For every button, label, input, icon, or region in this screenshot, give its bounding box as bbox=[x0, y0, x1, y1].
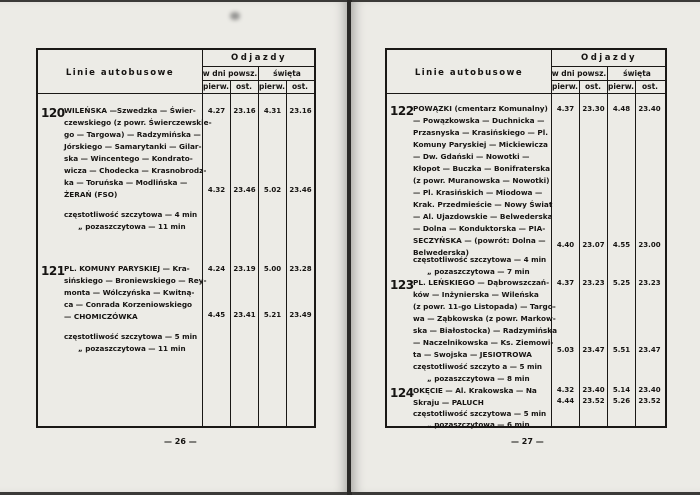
time-cell: 23.40 bbox=[582, 386, 605, 394]
time-cell: 5.21 bbox=[263, 311, 282, 319]
departures-header: Odjazdy bbox=[580, 53, 638, 63]
frequency-peak: częstotliwość szczytowa — 5 min bbox=[64, 332, 198, 341]
time-cell: 23.23 bbox=[638, 279, 661, 287]
time-cell: 23.30 bbox=[582, 105, 605, 113]
route-number: 120 bbox=[41, 106, 65, 120]
time-cell: 4.37 bbox=[556, 105, 575, 113]
route-description: POWĄZKI (cmentarz Komunalny) — Powązkowska — Duchnicka — Przasnyska — Krasińskiego — Pl. Komuny Paryskiej — Mickiewicza — Dw. Gdański — Nowotki — Kłopot — Buczka — Bonifraterska (z powr. Muranowska — Nowotki) — Pl. Krasińskich — Miodowa — Krak. Przedmieście — Nowy Świat — Al. Ujazdowskie — Belwederska — Dolna — Konduktorska — PIA- SECZYŃSKA — (powrót: Dolna — Belwederska) bbox=[413, 104, 553, 257]
frequency-offpeak: „ pozaszczytowa — 7 min bbox=[427, 267, 530, 276]
frequency-peak: częstotliwość szczyto a — 5 min bbox=[413, 362, 543, 371]
last-header: ost. bbox=[584, 82, 602, 91]
route-description: WILEŃSKA —Szwedzka — Świer- czewskiego (z powr. Świerczewskie- go — Targowa) — Radzymińska — Jórskiego — Samarytanki — Gilar- ska — Wincentego — Kondrato- wicza — Chodecka — Krasnobrodz- ka — Toruńska — Modlińska — ŻERAŃ (FSO) bbox=[64, 106, 212, 199]
time-cell: 5.02 bbox=[263, 186, 282, 194]
last-header: ost. bbox=[291, 82, 309, 91]
time-cell: 23.52 bbox=[638, 397, 661, 405]
first-header: pierw. bbox=[258, 82, 286, 91]
table-title: Linie autobusowe bbox=[414, 68, 524, 78]
column-divider bbox=[286, 80, 287, 426]
time-cell: 5.51 bbox=[612, 346, 631, 354]
header-rule bbox=[38, 93, 314, 94]
time-cell: 23.00 bbox=[638, 241, 661, 249]
header-rule bbox=[202, 66, 314, 67]
time-cell: 4.45 bbox=[207, 311, 226, 319]
time-cell: 4.44 bbox=[556, 397, 575, 405]
header-rule bbox=[551, 80, 665, 81]
time-cell: 4.48 bbox=[612, 105, 631, 113]
time-cell: 4.31 bbox=[263, 107, 282, 115]
weekdays-header: w dni powsz. bbox=[551, 69, 607, 78]
time-cell: 4.32 bbox=[556, 386, 575, 394]
time-cell: 23.49 bbox=[289, 311, 312, 319]
time-cell: 4.40 bbox=[556, 241, 575, 249]
route-description: PL. KOMUNY PARYSKIEJ — Kra- sińskiego — Broniewskiego — Rey- monta — Wólczyńska — Kwitną- ca — Conrada Korzeniowskiego — CHOMICZÓWKA bbox=[64, 264, 207, 321]
page-left bbox=[0, 2, 348, 492]
table-title: Linie autobusowe bbox=[65, 68, 175, 78]
page-number: — 26 — bbox=[164, 437, 197, 446]
weekdays-header: w dni powsz. bbox=[202, 69, 258, 78]
time-cell: 23.16 bbox=[289, 107, 312, 115]
column-divider bbox=[258, 66, 259, 426]
time-cell: 4.32 bbox=[207, 186, 226, 194]
time-cell: 4.37 bbox=[556, 279, 575, 287]
time-cell: 23.23 bbox=[582, 279, 605, 287]
frequency-offpeak: „ pozaszczytowa — 11 min bbox=[78, 344, 186, 353]
time-cell: 23.47 bbox=[638, 346, 661, 354]
route-description: OKĘCIE — Al. Krakowska — Na Skraju — PALUCH bbox=[413, 386, 537, 407]
time-cell: 23.16 bbox=[233, 107, 256, 115]
time-cell: 5.03 bbox=[556, 346, 575, 354]
time-cell: 5.26 bbox=[612, 397, 631, 405]
first-header: pierw. bbox=[607, 82, 635, 91]
column-divider bbox=[230, 80, 231, 426]
time-cell: 23.41 bbox=[233, 311, 256, 319]
time-cell: 23.47 bbox=[582, 346, 605, 354]
time-cell: 23.07 bbox=[582, 241, 605, 249]
time-cell: 23.40 bbox=[638, 386, 661, 394]
frequency-peak: częstotliwość szczytowa — 4 min bbox=[413, 255, 547, 264]
time-cell: 23.46 bbox=[289, 186, 312, 194]
first-header: pierw. bbox=[551, 82, 579, 91]
page-right bbox=[351, 2, 700, 492]
time-cell: 4.55 bbox=[612, 241, 631, 249]
route-number: 121 bbox=[41, 264, 65, 278]
last-header: ost. bbox=[235, 82, 253, 91]
frequency-peak: częstotliwość szczytowa — 4 min bbox=[64, 210, 198, 219]
holidays-header: święta bbox=[623, 69, 651, 78]
time-cell: 4.27 bbox=[207, 107, 226, 115]
timetable-left bbox=[36, 48, 316, 428]
route-description: PL. LEŃSKIEGO — Dąbrowszczań- ków — Inżynierska — Wileńska (z powr. 11-go Listopada) — Targo- wa — Ząbkowska (z powr. Markow- ska — Białostocka) — Radzymińska — Naczelnikowska — Ks. Ziemowi- ta — Swojska — JESIOTROWA bbox=[413, 278, 558, 359]
time-cell: 4.24 bbox=[207, 265, 226, 273]
column-divider bbox=[635, 80, 636, 426]
time-cell: 23.52 bbox=[582, 397, 605, 405]
time-cell: 23.40 bbox=[638, 105, 661, 113]
route-number: 123 bbox=[390, 278, 414, 292]
header-rule bbox=[551, 66, 665, 67]
time-cell: 23.46 bbox=[233, 186, 256, 194]
frequency-offpeak: „ pozaszczytowa — 8 min bbox=[427, 374, 530, 383]
page-number: — 27 — bbox=[511, 437, 544, 446]
frequency-offpeak: „ pozaszczytowa — 6 min bbox=[427, 420, 530, 429]
route-number: 122 bbox=[390, 104, 414, 118]
frequency-offpeak: „ pozaszczytowa — 11 min bbox=[78, 222, 186, 231]
frequency-peak: częstotliwość szczytowa — 5 min bbox=[413, 409, 547, 418]
time-cell: 5.00 bbox=[263, 265, 282, 273]
header-rule bbox=[387, 93, 665, 94]
time-cell: 23.28 bbox=[289, 265, 312, 273]
column-divider bbox=[579, 80, 580, 426]
time-cell: 23.19 bbox=[233, 265, 256, 273]
departures-header: Odjazdy bbox=[230, 53, 288, 63]
route-number: 124 bbox=[390, 386, 414, 400]
time-cell: 5.25 bbox=[612, 279, 631, 287]
timetable-right bbox=[385, 48, 667, 428]
ink-smudge bbox=[230, 12, 240, 20]
first-header: pierw. bbox=[202, 82, 230, 91]
holidays-header: święta bbox=[273, 69, 301, 78]
time-cell: 5.14 bbox=[612, 386, 631, 394]
header-rule bbox=[202, 80, 314, 81]
last-header: ost. bbox=[641, 82, 659, 91]
